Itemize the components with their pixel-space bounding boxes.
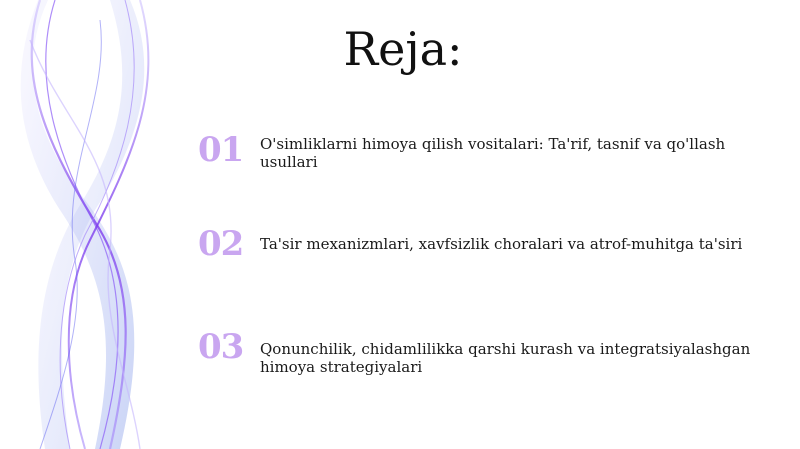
slide-title: Reja: — [343, 22, 463, 76]
item-text-3: Qonunchilik, chidamlilikka qarshi kurash va integratsiyalashgan himoya strategiyalari — [260, 340, 751, 376]
item-text-2: Ta'sir mexanizmlari, xavfsizlik choralari va atrof-muhitga ta'siri — [260, 235, 743, 253]
item-number-2: 02 — [198, 224, 244, 264]
item-text-1: O'simliklarni himoya qilish vositalari: Ta'rif, tasnif va qo'llash usullari — [260, 135, 726, 171]
item-number-3: 03 — [198, 327, 244, 367]
item-number-1: 01 — [198, 130, 244, 170]
